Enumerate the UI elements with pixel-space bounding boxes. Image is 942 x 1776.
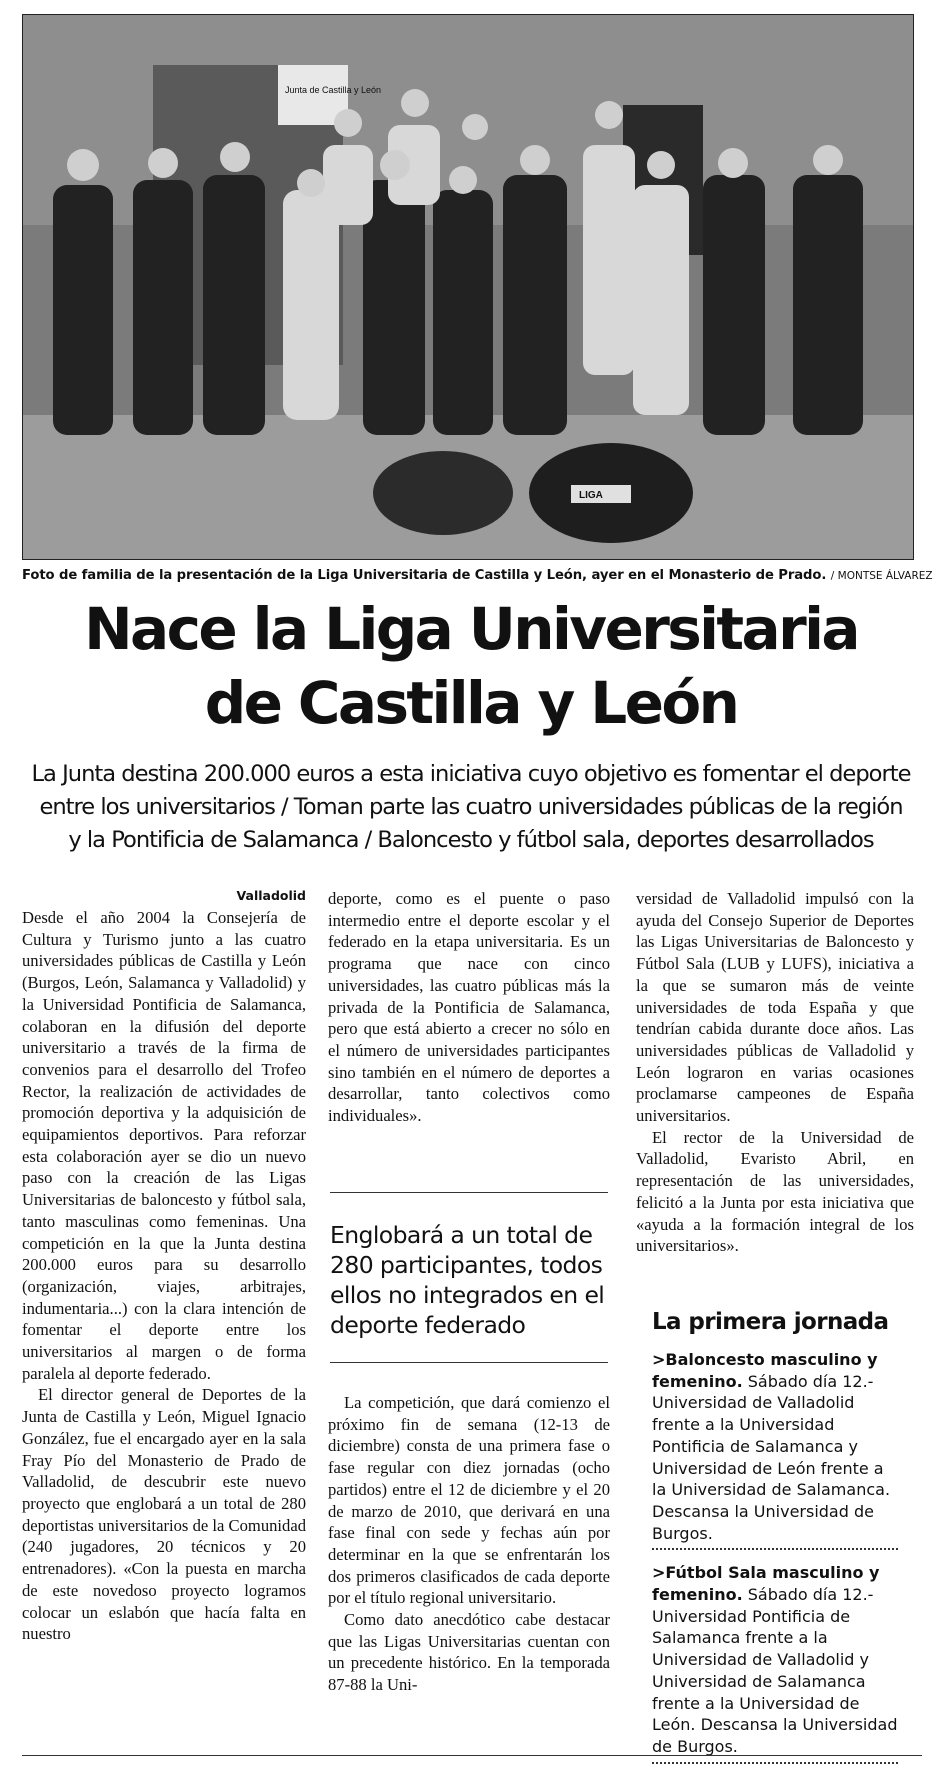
dateline: Valladolid <box>236 888 306 903</box>
caption-text: Foto de familia de la presentación de la Liga Universitaria de Castilla y León, ayer en el Monasterio de Prado. <box>22 568 827 583</box>
entry-text: Sábado día 12.- Universidad de Valladolid frente a la Universidad Pontificia de Salamanca y Universidad de León frente a la Universidad de Salamanca. Descansa la Universidad de Burgos. <box>652 1371 891 1543</box>
article-paragraph: Desde el año 2004 la Consejería de Cultura y Turismo junto a las cuatro universidades públicas de Castilla y León (Burgos, León, Salamanca y Valladolid) y la Universidad Pontificia de Salamanca, colaboran en la difusión del deporte universitario a través de la firma de convenios para el desarrollo del Trofeo Rector, la realización de actividades de promoción deportiva y la adquisición de equipamientos deportivos. Para reforzar esta colaboración ayer se dio un nuevo paso con la creación de las Ligas Universitarias de baloncesto y fútbol sala, tanto masculinas como femeninas. Una competición en la que la Junta destina 200.000 euros para su desarrollo (organización, viajes, arbitrajes, indumentaria...) con la clara intención de fomentar el deporte entre los universitarios al margen o de forma paralela al deporte federado. <box>22 908 306 1383</box>
sidebar-entry-futsal <box>652 1562 898 1763</box>
news-photo <box>22 14 914 560</box>
headline <box>0 592 942 740</box>
photo-credit: / MONTSE ÁLVAREZ <box>830 570 933 582</box>
subheadline <box>20 758 922 857</box>
entry-text: Sábado día 12.- Universidad Pontificia de Salamanca frente a la Universidad de Valladolid y Universidad de Salamanca frente a la Universidad de León. Descansa la Universidad de Burgos. <box>652 1585 898 1756</box>
article-column-2-continued <box>328 1392 610 1696</box>
subhead-line-1: La Junta destina 200.000 euros a esta iniciativa cuyo objetivo es fomentar el deporte <box>31 761 911 787</box>
headline-line-2: de Castilla y León <box>204 669 738 737</box>
sidebar-title: La primera jornada <box>652 1309 889 1335</box>
entry-lead: >Fútbol Sala masculino y femenino. <box>652 1563 880 1605</box>
article-paragraph: versidad de Valladolid impulsó con la ayuda del Consejo Superior de Deportes las Ligas Universitarias de Baloncesto y Fútbol Sala (LUB y LUFS), iniciativa a la que se sumaron más de veinte universidades de toda España y que tendrían cabida durante doce años. Las universidades públicas de Valladolid y León lograron en varias ocasiones proclamarse campeones de España universitarios. <box>636 889 914 1126</box>
bag-label: LIGA <box>579 490 603 501</box>
article-paragraph: La competición, que dará comienzo el próximo fin de semana (12-13 de diciembre) consta de una primera fase o fase regular con diez jornadas (ocho partidos) entre el 12 de diciembre y el 20 de marzo de 2010, que derivará en una fase final con sede y fechas aún por determinar en la que se enfrentarán los dos primeros clasificados de cada deporte por el título regional universitario. <box>328 1393 610 1608</box>
schedule-sidebar <box>652 1307 898 1776</box>
group-photo-illustration <box>23 15 913 559</box>
article-column-1 <box>22 888 306 1645</box>
photo-caption <box>22 568 933 583</box>
article-column-2 <box>328 888 610 1127</box>
article-paragraph: El director general de Deportes de la Junta de Castilla y León, Miguel Ignacio González, fue el encargado ayer en la sala Fray Pío del Monasterio de Prado de Valladolid, de descubrir este nuevo proyecto que englobará a un total de 280 deportistas universitarios de la Comunidad (240 jugadores, 20 técnicos y 20 entrenadores). «Con la puesta en marcha de este novedoso proyecto logramos colocar un eslabón que hacía falta en nuestro <box>22 1385 306 1644</box>
subhead-line-3: y la Pontificia de Salamanca / Baloncesto y fútbol sala, deportes desarrollados <box>68 827 874 853</box>
banner-text: Junta de Castilla y León <box>285 85 382 95</box>
article-paragraph: Como dato anecdótico cabe destacar que las Ligas Universitarias cuentan con un precedente histórico. En la temporada 87-88 la Uni- <box>328 1610 610 1695</box>
article-column-3 <box>636 888 914 1257</box>
article-paragraph: deporte, como es el puente o paso intermedio entre el deporte escolar y el federado en la etapa universitaria. Es un programa que nace con cinco universidades, las cuatro públicas más la privada de la Pontificia de Salamanca, pero que está abierto a crecer no sólo en el número de universidades participantes sino también en el número de deportes a desarrollar, tanto colectivos como individuales». <box>328 889 610 1126</box>
pullquote: Englobará a un total de 280 participantes, todos ellos no integrados en el deporte federado <box>330 1221 605 1339</box>
subhead-line-2: entre los universitarios / Toman parte las cuatro universidades públicas de la región <box>39 794 903 820</box>
entry-lead: >Baloncesto masculino y femenino. <box>652 1350 878 1391</box>
sidebar-entry-basketball <box>652 1349 898 1550</box>
article-paragraph: El rector de la Universidad de Valladolid, Evaristo Abril, en representación de las universidades, felicitó a la Junta por esta iniciativa que «ayuda a la formación integral de los universitarios». <box>636 1127 914 1256</box>
pullquote-top-rule <box>330 1192 608 1193</box>
page-bottom-rule <box>22 1755 922 1756</box>
pullquote-bottom-rule <box>330 1362 608 1363</box>
headline-line-1: Nace la Liga Universitaria <box>84 595 858 663</box>
